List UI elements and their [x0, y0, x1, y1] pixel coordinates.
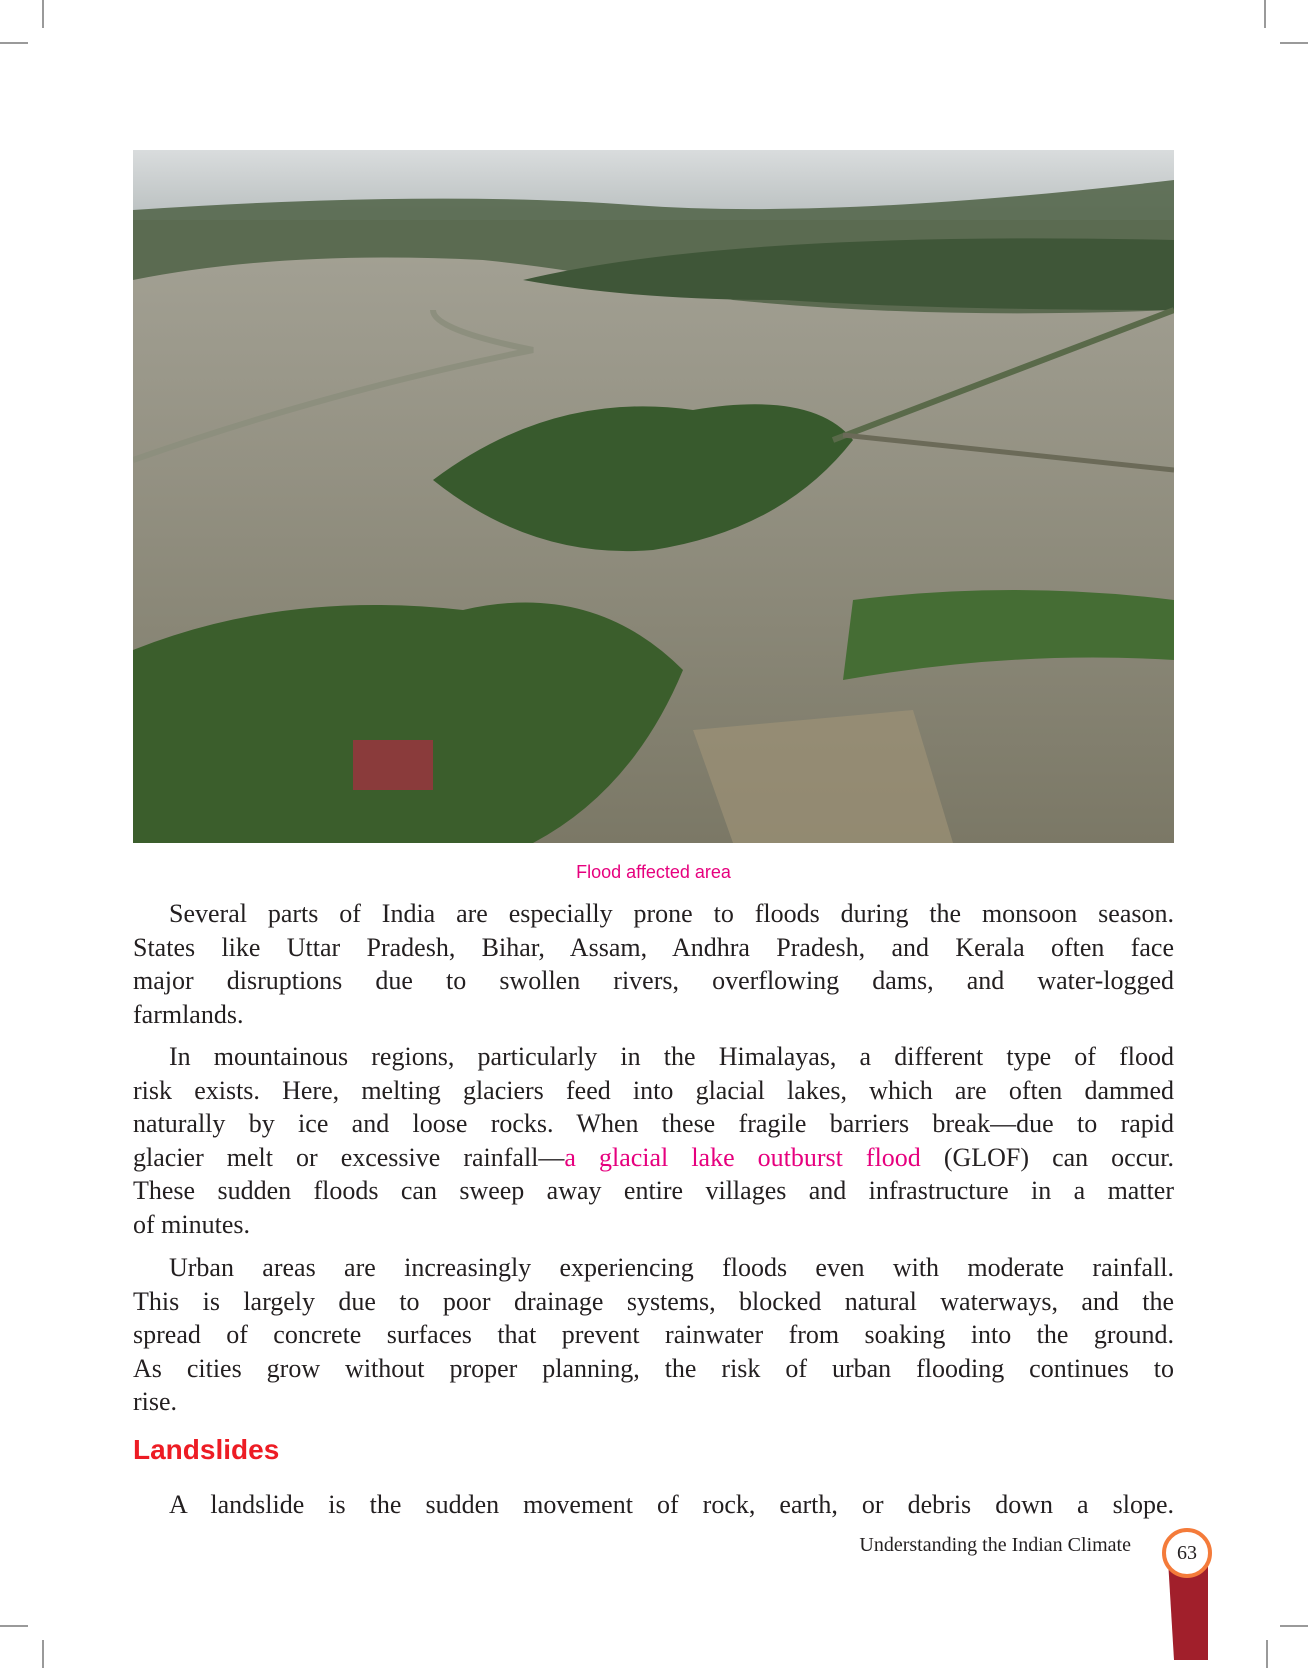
text-line: This is largely due to poor drainage systems, blocked natural waterways, and the — [133, 1286, 1174, 1316]
page-number: 63 — [1162, 1528, 1212, 1578]
text-line: naturally by ice and loose rocks. When these fragile barriers break—due to rapid — [133, 1109, 1174, 1139]
text-line: States like Uttar Pradesh, Bihar, Assam, Andhra Pradesh, and Kerala often face — [133, 932, 1174, 962]
crop-mark — [1280, 1625, 1308, 1627]
running-footer: Understanding the Indian Climate — [859, 1534, 1131, 1556]
text-line: In mountainous regions, particularly in the Himalayas, a different type of flood — [169, 1042, 1174, 1071]
paragraph-3 — [133, 1251, 1174, 1419]
text-line: major disruptions due to swollen rivers, overflowing dams, and water-logged — [133, 966, 1174, 996]
text-line: A landslide is the sudden movement of rock, earth, or debris down a slope. — [169, 1490, 1174, 1519]
text-line: Several parts of India are especially prone to floods during the monsoon season. — [169, 899, 1174, 928]
text-line: spread of concrete surfaces that prevent rainwater from soaking into the ground. — [133, 1320, 1174, 1350]
figure-caption: Flood affected area — [576, 862, 731, 882]
crop-mark — [0, 1625, 28, 1627]
crop-mark — [42, 1640, 44, 1668]
crop-mark — [1266, 1640, 1268, 1668]
glof-term: a glacial lake outburst flood — [564, 1142, 921, 1172]
text-line — [133, 1141, 1174, 1175]
flood-photo — [133, 150, 1174, 843]
paragraph-2 — [133, 1040, 1174, 1242]
section-heading: Landslides — [133, 1434, 280, 1465]
text-line: These sudden floods can sweep away entire villages and infrastructure in a matter — [133, 1176, 1174, 1206]
text-line: rise. — [133, 1387, 178, 1417]
text-line: risk exists. Here, melting glaciers feed into glacial lakes, which are often dammed — [133, 1075, 1174, 1105]
crop-mark — [42, 0, 44, 28]
crop-mark — [0, 42, 28, 44]
crop-mark — [1264, 0, 1266, 28]
text-line: As cities grow without proper planning, the risk of urban flooding continues to — [133, 1353, 1174, 1383]
text-segment: glacier melt or excessive rainfall— — [133, 1142, 565, 1172]
text-line: farmlands. — [133, 999, 244, 1029]
text-segment: (GLOF) can occur. — [920, 1142, 1174, 1172]
crop-mark — [1280, 42, 1308, 44]
paragraph-1 — [133, 897, 1174, 1031]
paragraph-4 — [133, 1488, 1174, 1522]
text-line: of minutes. — [133, 1209, 250, 1239]
text-line: Urban areas are increasingly experiencing floods even with moderate rainfall. — [169, 1253, 1174, 1282]
